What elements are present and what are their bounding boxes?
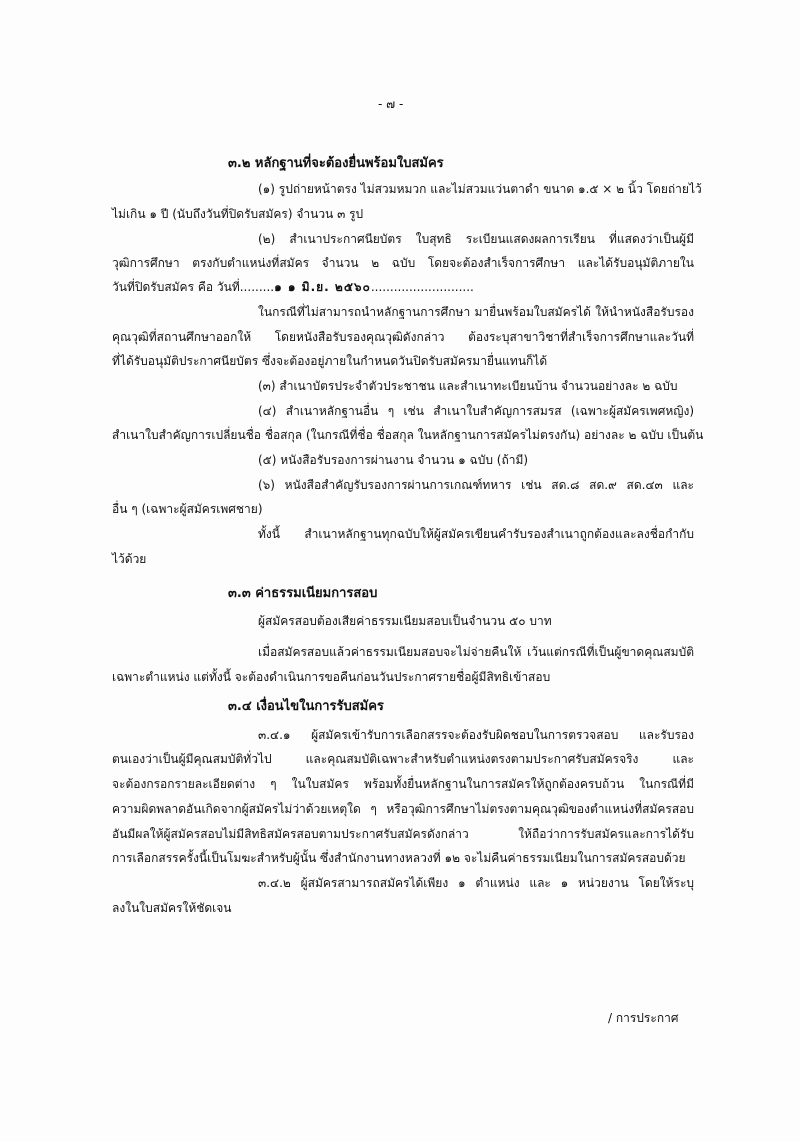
condition-1-line-3: จะต้องกรอกรายละเอียดต่าง ๆ ในใบสมัคร พร้อมทั้งยื่นหลักฐานในการสมัครให้ถูกต้องครบถ้วน ในกรณีที่มี xyxy=(112,777,694,791)
item-3: (๓) สำเนาบัตรประจำตัวประชาชน และสำเนาทะเบียนบ้าน จำนวนอย่างละ ๒ ฉบับ xyxy=(258,379,678,393)
closing-date-dots: ........................... xyxy=(370,280,474,294)
closing-date-handwritten: ๑ ๑ มิ.ย. ๒๕๖๐ xyxy=(274,280,371,294)
item-4-line-1: (๔) สำเนาหลักฐานอื่น ๆ เช่น สำเนาใบสำคัญการสมรส (เฉพาะผู้สมัครเพศหญิง) xyxy=(258,404,694,418)
condition-1-line-6: การเลือกสรรครั้งนี้เป็นโมฆะสำหรับผู้นั้น ซึ่งสำนักงานทางหลวงที่ ๑๒ จะไม่คืนค่าธรรมเนียมในการสมัครสอบด้วย xyxy=(112,851,686,865)
item-5: (๕) หนังสือรับรองการผ่านงาน จำนวน ๑ ฉบับ (ถ้ามี) xyxy=(258,453,529,467)
exam-fee: ผู้สมัครสอบต้องเสียค่าธรรมเนียมสอบเป็นจำนวน ๕๐ บาท xyxy=(258,614,552,628)
item-1-line-1: (๑) รูปถ่ายหน้าตรง ไม่สวมหมวก และไม่สวมแว่นตาดำ ขนาด ๑.๕ × ๒ นิ้ว โดยถ่ายไว้ xyxy=(258,182,702,196)
item-1-line-2: ไม่เกิน ๑ ปี (นับถึงวันที่ปิดรับสมัคร) จำนวน ๓ รูป xyxy=(112,207,364,221)
certify-line-2: ไว้ด้วย xyxy=(112,552,147,566)
note-line-3: ที่ได้รับอนุมัติประกาศนียบัตร ซึ่งจะต้องอยู่ภายในกำหนดวันปิดรับสมัครมายื่นแทนก็ได้ xyxy=(112,354,548,368)
closing-date-label: วันที่ปิดรับสมัคร คือ วันที่......... xyxy=(112,280,275,294)
item-2-line-1: (๒) สำเนาประกาศนียบัตร ใบสุทธิ ระเบียนแสดงผลการเรียน ที่แสดงว่าเป็นผู้มี xyxy=(258,232,694,246)
section-3-3-heading: ๓.๓ ค่าธรรมเนียมการสอบ xyxy=(228,586,378,601)
item-2-line-3 xyxy=(112,279,474,295)
condition-1-line-2: ตนเองว่าเป็นผู้มีคุณสมบัติทั่วไป และคุณสมบัติเฉพาะสำหรับตำแหน่งตรงตามประกาศรับสมัครจริง และ xyxy=(112,752,694,766)
continuation-marker: / การประกาศ xyxy=(608,1011,679,1025)
section-3-2-heading: ๓.๒ หลักฐานที่จะต้องยื่นพร้อมใบสมัคร xyxy=(228,156,444,171)
condition-1-line-1: ๓.๔.๑ ผู้สมัครเข้ารับการเลือกสรรจะต้องรับผิดชอบในการตรวจสอบ และรับรอง xyxy=(258,728,694,742)
item-2-line-2: วุฒิการศึกษา ตรงกับตำแหน่งที่สมัคร จำนวน ๒ ฉบับ โดยจะต้องสำเร็จการศึกษา และได้รับอนุมัติภายใน xyxy=(112,256,694,270)
page-number: - ๗ - xyxy=(378,97,404,111)
refund-line-2: เฉพาะตำแหน่ง แต่ทั้งนี้ จะต้องดำเนินการขอคืนก่อนวันประกาศรายชื่อผู้มีสิทธิเข้าสอบ xyxy=(112,670,551,684)
certify-line-1: ทั้งนี้ สำเนาหลักฐานทุกฉบับให้ผู้สมัครเขียนคำรับรองสำเนาถูกต้องและลงชื่อกำกับ xyxy=(258,527,694,541)
condition-1-line-4: ความผิดพลาดอันเกิดจากผู้สมัครไม่ว่าด้วยเหตุใด ๆ หรือวุฒิการศึกษาไม่ตรงตามคุณวุฒิของตำแหน่งที่สมัครสอบ xyxy=(112,802,694,816)
item-6-line-1: (๖) หนังสือสำคัญรับรองการผ่านการเกณฑ์ทหาร เช่น สด.๘ สด.๙ สด.๔๓ และ xyxy=(258,478,694,492)
item-4-line-2: สำเนาใบสำคัญการเปลี่ยนชื่อ ชื่อสกุล (ในกรณีที่ชื่อ ชื่อสกุล ในหลักฐานการสมัครไม่ตรงกัน) อย่างละ ๒ ฉบับ เป็นต้น xyxy=(112,428,704,442)
note-line-2: คุณวุฒิที่สถานศึกษาออกให้ โดยหนังสือรับรองคุณวุฒิดังกล่าว ต้องระบุสาขาวิชาที่สำเร็จการศึกษาและวันที่ xyxy=(112,330,694,344)
item-6-line-2: อื่น ๆ (เฉพาะผู้สมัครเพศชาย) xyxy=(112,502,263,516)
condition-2-line-2: ลงในใบสมัครให้ชัดเจน xyxy=(112,901,232,915)
condition-2-line-1: ๓.๔.๒ ผู้สมัครสามารถสมัครได้เพียง ๑ ตำแหน่ง และ ๑ หน่วยงาน โดยให้ระบุ xyxy=(258,876,695,890)
condition-1-line-5: อันมีผลให้ผู้สมัครสอบไม่มีสิทธิสมัครสอบตามประกาศรับสมัครดังกล่าว ให้ถือว่าการรับสมัครและการได้รับ xyxy=(112,827,694,841)
note-line-1: ในกรณีที่ไม่สามารถนำหลักฐานการศึกษา มายื่นพร้อมใบสมัครได้ ให้นำหนังสือรับรอง xyxy=(258,305,694,319)
refund-line-1: เมื่อสมัครสอบแล้วค่าธรรมเนียมสอบจะไม่จ่ายคืนให้ เว้นแต่กรณีที่เป็นผู้ขาดคุณสมบัติ xyxy=(258,645,694,659)
section-3-4-heading: ๓.๔ เงื่อนไขในการรับสมัคร xyxy=(228,699,384,714)
